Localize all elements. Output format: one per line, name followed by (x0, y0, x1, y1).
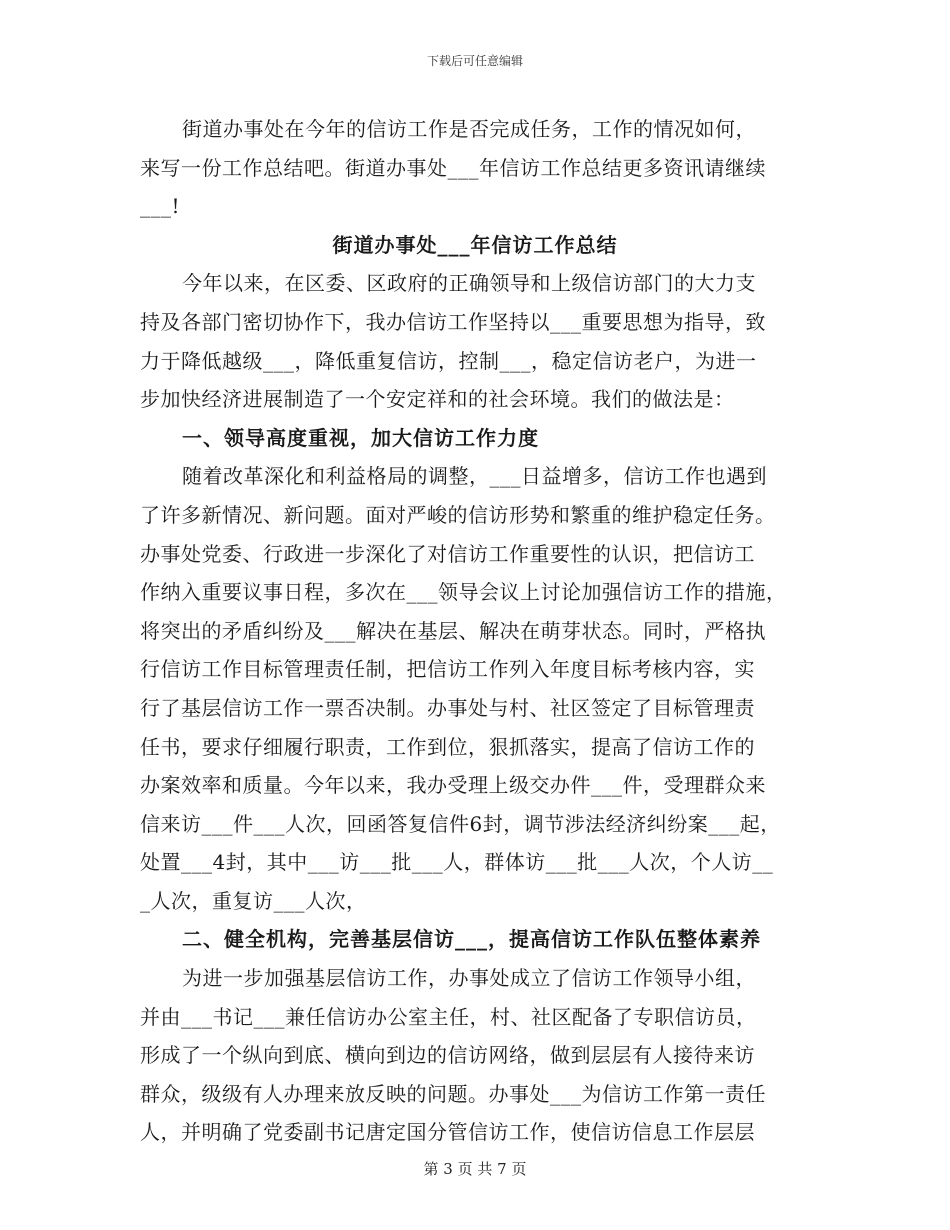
page-header: 下载后可任意编辑 (426, 54, 523, 68)
text-line: 了许多新情况、新问题。面对严峻的信访形势和繁重的维护稳定任务。 (140, 502, 776, 527)
text-line: 行信访工作目标管理责任制，把信访工作列入年度目标考核内容，实 (140, 657, 755, 682)
text-line: ___! (140, 194, 181, 219)
section-heading: 一、领导高度重视，加大信访工作力度 (182, 425, 539, 450)
text-line: 行了基层信访工作一票否决制。办事处与村、社区签定了目标管理责 (140, 695, 755, 720)
text-line: 力于降低越级___，降低重复信访，控制___，稳定信访老户，为进一 (140, 348, 757, 373)
paragraph-first-line: 为进一步加强基层信访工作，办事处成立了信访工作领导小组， (182, 966, 756, 991)
text-line: 人，并明确了党委副书记唐定国分管信访工作，使信访信息工作层层 (140, 1120, 755, 1145)
paragraph-first-line: 随着改革深化和利益格局的调整，___日益增多，信访工作也遇到 (182, 464, 767, 489)
document-title: 街道办事处___年信访工作总结 (332, 232, 618, 257)
text-line: 任书，要求仔细履行职责，工作到位，狠抓落实，提高了信访工作的 (140, 734, 755, 759)
page-footer: 第 3 页 共 7 页 (423, 1160, 527, 1178)
text-line: 办事处党委、行政进一步深化了对信访工作重要性的认识，把信访工 (140, 541, 755, 566)
text-line: 持及各部门密切协作下，我办信访工作坚持以___重要思想为指导，致 (140, 309, 766, 334)
section-heading: 二、健全机构，完善基层信访___，提高信访工作队伍整体素养 (182, 927, 761, 952)
text-line: _人次，重复访___人次， (140, 888, 367, 913)
paragraph-first-line: 今年以来，在区委、区政府的正确领导和上级信访部门的大力支 (182, 271, 756, 296)
text-line: 办案效率和质量。今年以来，我办受理上级交办件___件，受理群众来 (140, 773, 766, 798)
text-line: 信来访___件___人次，回函答复信件6封，调节涉法经济纠纷案___起， (140, 811, 781, 836)
text-line: 将突出的矛盾纠纷及___解决在基层、解决在萌芽状态。同时，严格执 (140, 618, 766, 643)
text-line: 并由___书记___兼任信访办公室主任，村、社区配备了专职信访员， (140, 1004, 757, 1029)
text-line: 处置___4封，其中___访___批___人，群体访___批___人次，个人访__ (140, 850, 774, 875)
document-body (140, 110, 810, 1152)
paragraph-first-line: 街道办事处在今年的信访工作是否完成任务，工作的情况如何， (182, 117, 756, 141)
text-line: 步加快经济进展制造了一个安定祥和的社会环境。我们的做法是： (140, 387, 735, 412)
text-line: 形成了一个纵向到底、横向到边的信访网络，做到层层有人接待来访 (140, 1043, 755, 1068)
text-line: 作纳入重要议事日程，多次在___领导会议上讨论加强信访工作的措施， (140, 580, 787, 605)
text-line: 群众，级级有人办理来放反映的问题。办事处___为信访工作第一责任 (140, 1081, 766, 1106)
text-line: 来写一份工作总结吧。街道办事处___年信访工作总结更多资讯请继续 (140, 155, 766, 180)
